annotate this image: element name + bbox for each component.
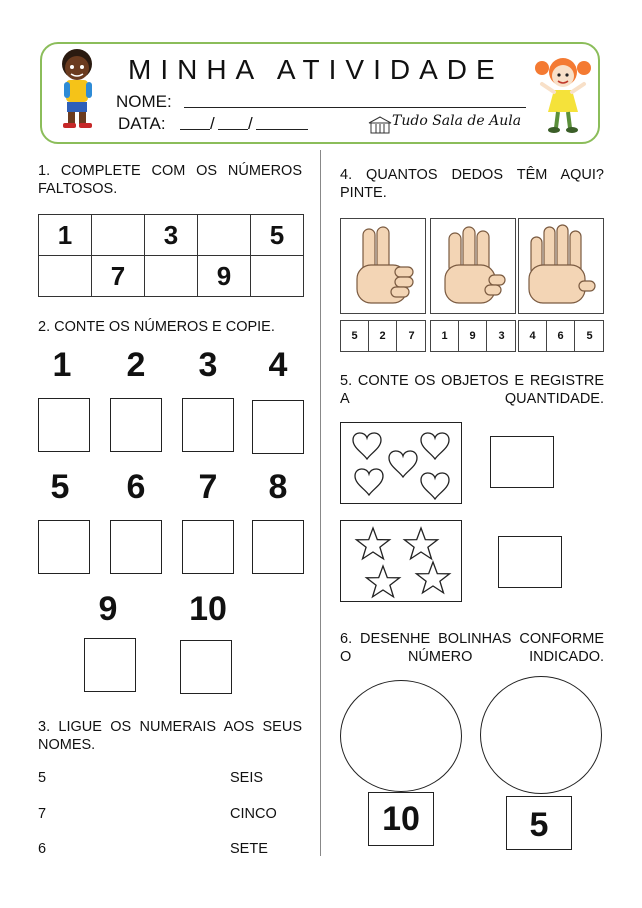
grid-cell: 1	[39, 215, 92, 256]
copy-number: 8	[268, 468, 288, 506]
grid-cell-blank[interactable]	[198, 215, 251, 256]
section3-instruction: 3. LIGUE OS NUMERAIS AOS SEUS NOMES.	[38, 719, 302, 753]
date-separator: /	[210, 114, 215, 133]
hand-two-fingers-icon	[341, 219, 425, 313]
drawing-circle[interactable]	[340, 680, 462, 792]
section2-instruction: 2. CONTE OS NÚMEROS E COPIE.	[38, 319, 275, 335]
indicated-number-box: 5	[506, 796, 572, 850]
section4-instruction: 4. QUANTOS DEDOS TÊM AQUI? PINTE.	[340, 167, 604, 201]
copy-number: 2	[126, 346, 146, 384]
drawing-circle[interactable]	[480, 676, 602, 794]
option-cell[interactable]: 5	[586, 330, 593, 342]
copy-answer-box[interactable]	[110, 398, 162, 452]
copy-answer-box[interactable]	[84, 638, 136, 692]
hearts-answer-box[interactable]	[490, 436, 554, 488]
grid-cell-blank[interactable]	[92, 215, 145, 256]
copy-answer-box[interactable]	[252, 400, 304, 454]
option-cell[interactable]: 5	[341, 321, 369, 351]
grid-cell: 3	[145, 215, 198, 256]
copy-answer-box[interactable]	[182, 520, 234, 574]
copy-number: 4	[268, 346, 288, 384]
column-divider	[320, 150, 321, 856]
hand-card	[340, 218, 426, 314]
copy-number: 7	[198, 468, 218, 506]
section1-instruction: 1. COMPLETE COM OS NÚMEROS FALTOSOS.	[38, 163, 302, 197]
hand-three-fingers-icon	[431, 219, 515, 313]
copy-answer-box[interactable]	[182, 398, 234, 452]
option-cell[interactable]: 4	[519, 321, 547, 351]
copy-answer-box[interactable]	[180, 640, 232, 694]
grid-cell: 9	[198, 256, 251, 297]
copy-answer-box[interactable]	[110, 520, 162, 574]
option-cell[interactable]: 9	[459, 321, 487, 351]
hand-options	[518, 320, 604, 352]
copy-number: 10	[189, 590, 227, 628]
hand-four-fingers-icon	[519, 219, 603, 313]
heart-icon	[421, 473, 449, 499]
number-name-item[interactable]: CINCO	[230, 806, 277, 822]
section6-instruction: 6. DESENHE BOLINHAS CONFORME O NÚMERO INDICADO.	[340, 631, 604, 665]
numeral-item[interactable]: 7	[38, 806, 47, 822]
missing-numbers-grid	[38, 214, 304, 297]
option-cell[interactable]: 2	[369, 321, 397, 351]
option-cell[interactable]: 3	[498, 330, 505, 342]
boy-illustration-icon	[54, 46, 100, 130]
stars-answer-box[interactable]	[498, 536, 562, 588]
grid-cell-blank[interactable]	[145, 256, 198, 297]
option-cell[interactable]: 7	[408, 330, 415, 342]
heart-icon	[389, 451, 417, 477]
star-icon	[356, 528, 389, 559]
grid-cell-blank[interactable]	[39, 256, 92, 297]
number-name-item[interactable]: SETE	[230, 841, 268, 857]
date-label: DATA:	[118, 114, 166, 133]
date-separator: /	[248, 114, 253, 133]
girl-illustration-icon	[534, 54, 592, 134]
grid-row	[39, 256, 304, 297]
section5-instruction: 5. CONTE OS OBJETOS E REGISTRE A QUANTIDADE.	[340, 373, 604, 407]
copy-number: 5	[50, 468, 70, 506]
copy-answer-box[interactable]	[38, 520, 90, 574]
copy-answer-box[interactable]	[252, 520, 304, 574]
star-icon	[366, 566, 399, 597]
stars-group	[340, 520, 462, 602]
grid-cell: 7	[92, 256, 145, 297]
grid-cell-blank[interactable]	[251, 256, 304, 297]
option-cell[interactable]: 1	[431, 321, 459, 351]
copy-number: 9	[98, 590, 118, 628]
hand-card	[518, 218, 604, 314]
school-building-icon	[368, 116, 392, 134]
date-year-field[interactable]	[256, 129, 308, 130]
copy-number: 1	[52, 346, 72, 384]
hand-card	[430, 218, 516, 314]
stars-drawing	[341, 521, 461, 601]
grid-cell: 5	[251, 215, 304, 256]
star-icon	[416, 562, 449, 593]
copy-number: 3	[198, 346, 218, 384]
heart-icon	[353, 433, 381, 459]
brand-signature: Tudo Sala de Aula	[392, 113, 522, 129]
option-cell[interactable]: 6	[547, 321, 575, 351]
grid-row	[39, 215, 304, 256]
indicated-number-box: 10	[368, 792, 434, 846]
hearts-group	[340, 422, 462, 504]
copy-answer-box[interactable]	[38, 398, 90, 452]
name-label: NOME:	[116, 92, 172, 111]
hand-options	[430, 320, 516, 352]
number-name-item[interactable]: SEIS	[230, 770, 264, 786]
date-month-field[interactable]	[218, 129, 248, 130]
star-icon	[404, 528, 437, 559]
hand-options	[340, 320, 426, 352]
page-title: MINHA ATIVIDADE	[128, 54, 504, 85]
hearts-drawing	[341, 423, 461, 503]
name-field[interactable]	[184, 107, 526, 108]
heart-icon	[355, 469, 383, 495]
copy-number: 6	[126, 468, 146, 506]
heart-icon	[421, 433, 449, 459]
numeral-item[interactable]: 6	[38, 841, 47, 857]
numeral-item[interactable]: 5	[38, 770, 47, 786]
date-day-field[interactable]	[180, 129, 210, 130]
